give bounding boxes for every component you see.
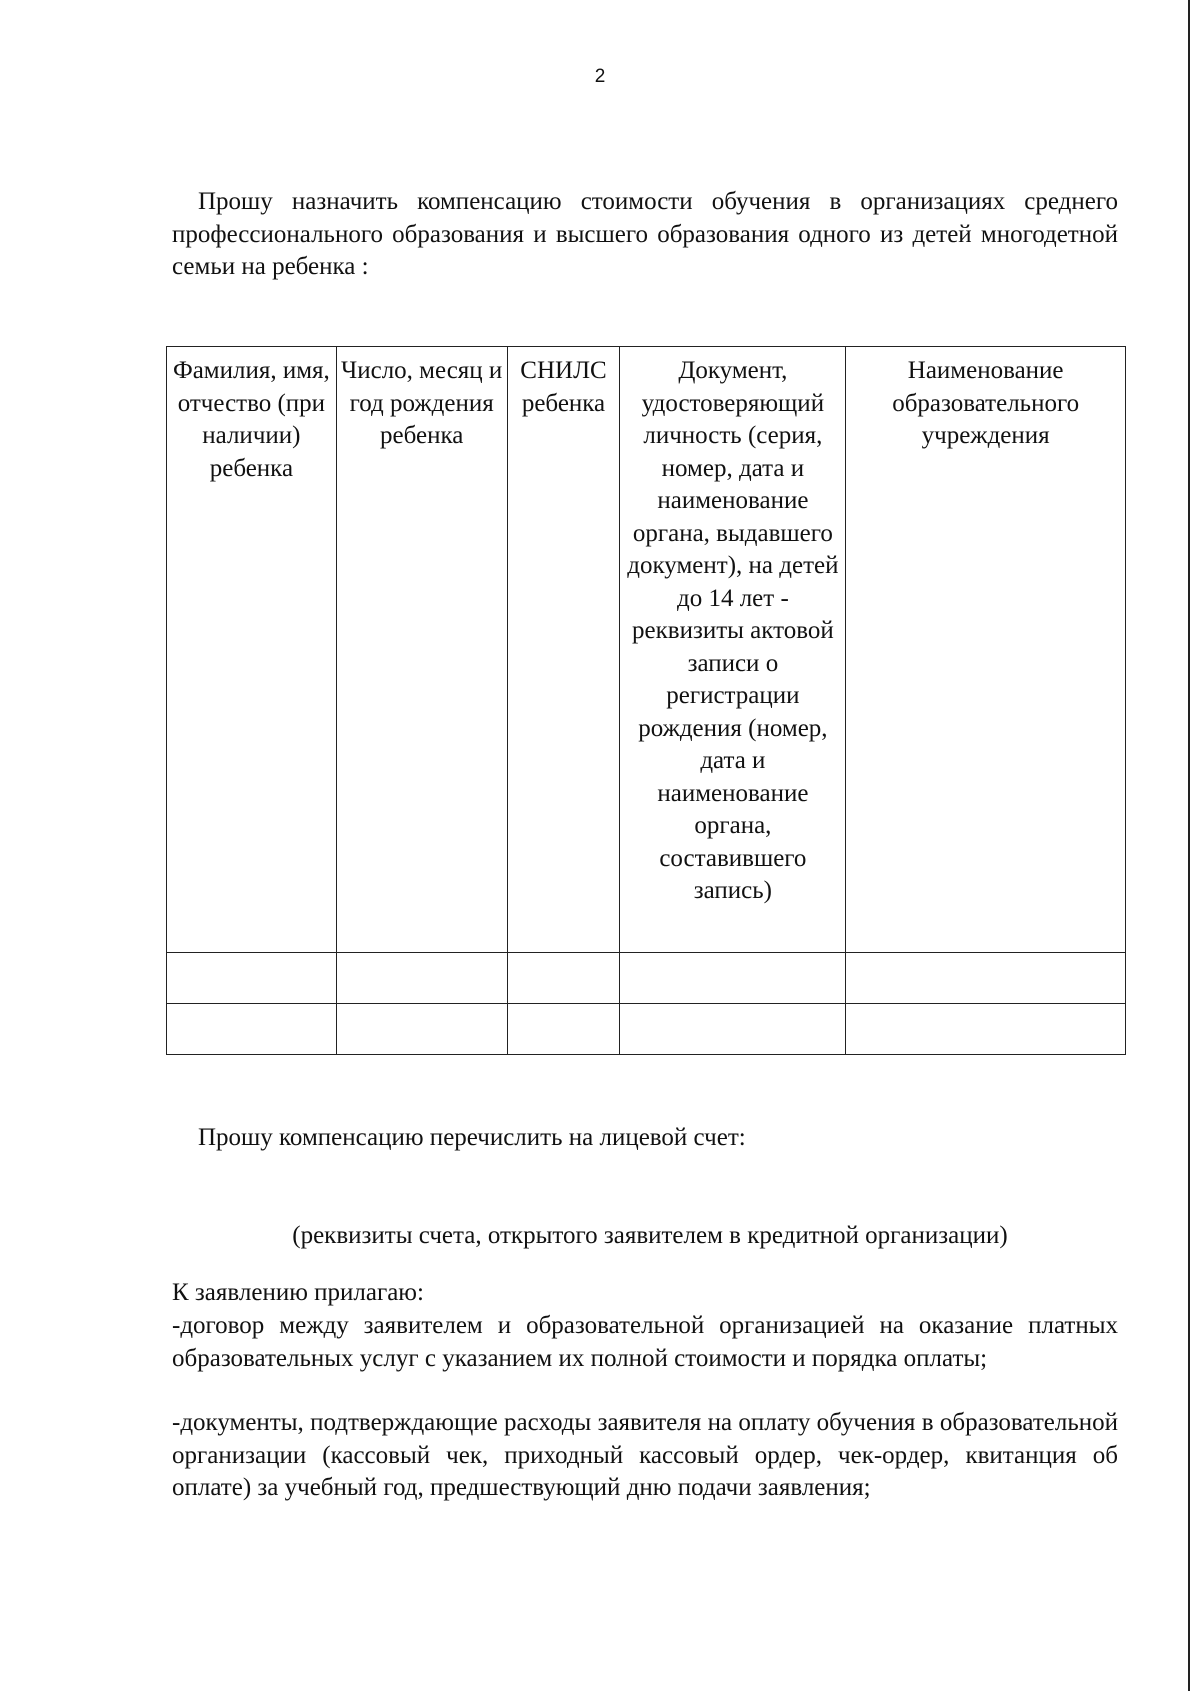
header-birth-date: Число, месяц и год рождения ребенка <box>336 347 507 953</box>
table-cell[interactable] <box>846 1003 1126 1054</box>
table-cell[interactable] <box>336 952 507 1003</box>
transfer-request: Прошу компенсацию перечислить на лицевой счет: <box>198 1124 746 1151</box>
table-cell[interactable] <box>167 952 337 1003</box>
table-cell[interactable] <box>620 1003 846 1054</box>
attachment-item-contract: -договор между заявителем и образовательной организацией на оказание платных образовательных услуг с указанием их полной стоимости и порядка оплаты; <box>172 1312 1118 1372</box>
table-cell[interactable] <box>507 952 620 1003</box>
header-snils: СНИЛС ребенка <box>507 347 620 953</box>
table-cell[interactable] <box>167 1003 337 1054</box>
table-row <box>167 1003 1126 1054</box>
table-row <box>167 952 1126 1003</box>
attachments-title: К заявлению прилагаю: <box>172 1279 424 1306</box>
table-header-row <box>167 347 1126 953</box>
account-details-note: (реквизиты счета, открытого заявителем в кредитной организации) <box>292 1222 1008 1249</box>
page-number: 2 <box>594 66 606 87</box>
attachment-item-payment-documents: -документы, подтверждающие расходы заявителя на оплату обучения в образовательной организации (кассовый чек, приходный кассовый ордер, чек-ордер, квитанция об оплате) за учебный год, предшествующий дню подачи заявления; <box>172 1409 1118 1501</box>
child-info-table <box>166 346 1126 1055</box>
table-cell[interactable] <box>620 952 846 1003</box>
header-full-name: Фамилия, имя, отчество (при наличии) ребенка <box>167 347 337 953</box>
request-paragraph: Прошу назначить компенсацию стоимости обучения в организациях среднего профессионального образования и высшего образования одного из детей многодетной семьи на ребенка : <box>172 188 1118 280</box>
header-institution-name: Наименование образовательного учреждения <box>846 347 1126 953</box>
table-cell[interactable] <box>336 1003 507 1054</box>
table-cell[interactable] <box>507 1003 620 1054</box>
header-identity-document: Документ, удостоверяющий личность (серия, номер, дата и наименование органа, выдавшего документ), на детей до 14 лет - реквизиты актовой записи о регистрации рождения (номер, дата и наименование органа, составившего запись) <box>620 347 846 953</box>
page-edge-line <box>1188 0 1190 1691</box>
table-cell[interactable] <box>846 952 1126 1003</box>
